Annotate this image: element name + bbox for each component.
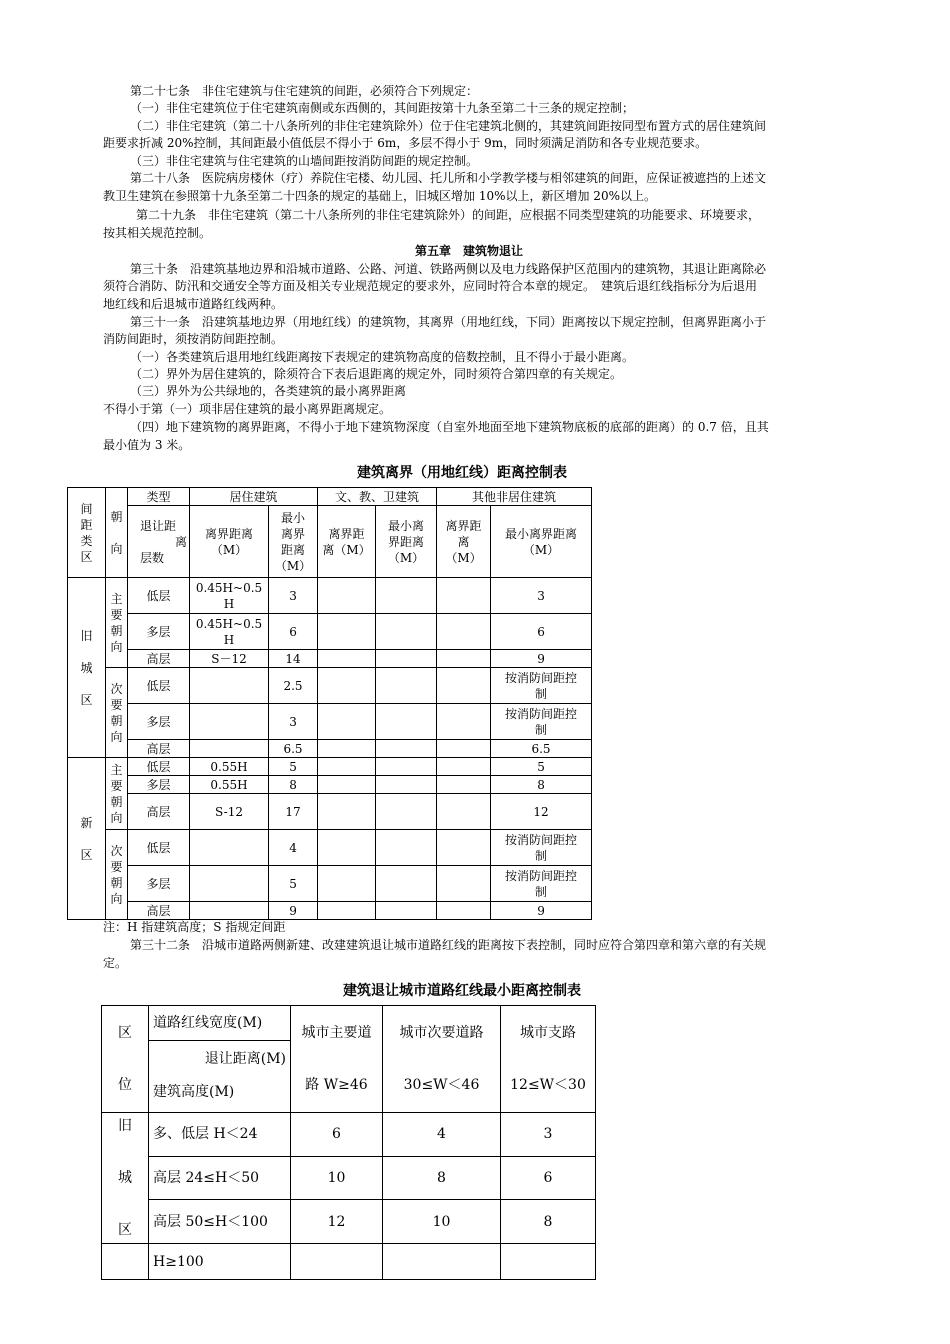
zone-old-city: 旧 城 区 (68, 578, 106, 758)
chapter-5-heading: 第五章 建筑物退让 (415, 244, 524, 258)
header-diagonal: 退让距 离 层数 (128, 506, 190, 578)
article-31-item-4-line2: 最小值为 3 米。 (103, 438, 191, 452)
header-cul-min: 最小离 界距离 （M） (376, 506, 437, 578)
article-27: 第二十七条 非住宅建筑与住宅建筑的间距，必须符合下列规定： (130, 84, 479, 98)
article-31-item-3: （三）界外为公共绿地的，各类建筑的最小离界距离 (130, 384, 407, 398)
orientation-main: 主 要 朝 向 (106, 758, 128, 830)
road-setback-table (101, 1005, 596, 1280)
table-row: 高层 S-12 17 12 (68, 794, 592, 830)
header-res-distance: 离界距离 （M） (190, 506, 269, 578)
article-28-line2: 教卫生建筑在参照第十九条至第二十四条的规定的基础上，旧城区增加 10%以上，新区增加 20%以上。 (103, 189, 656, 203)
table-row: 高层 S－12 14 9 (68, 650, 592, 668)
table-row: H≥100 (102, 1244, 596, 1280)
header-main-road: 城市主要道 路 W≥46 (291, 1006, 383, 1113)
table-row: 高层 6.5 6.5 (68, 740, 592, 758)
header-secondary-road: 城市次要道路 30≤W＜46 (383, 1006, 501, 1113)
article-32-line2: 定。 (103, 956, 128, 970)
orientation-main: 主 要 朝 向 (106, 578, 128, 668)
header-zone: 区 位 (102, 1006, 149, 1113)
table-row: 多层 0.55H 8 8 (68, 776, 592, 794)
table-row: 旧 城 区 主 要 朝 向 低层 0.45H~0.5 H 3 3 (68, 578, 592, 614)
article-28-line1: 第二十八条 医院病房楼休（疗）养院住宅楼、幼儿园、托儿所和小学教学楼与相邻建筑的间距，应保证被遮挡的上述文 (130, 171, 767, 185)
article-31-line2: 消防间距时，须按消防间距控制。 (103, 332, 284, 346)
zone-new-district: 新 区 (68, 758, 106, 920)
header-type: 类型 (128, 488, 190, 506)
orientation-secondary: 次 要 朝 向 (106, 830, 128, 920)
article-30-line3: 地红线和后退城市道路红线两种。 (103, 297, 284, 311)
header-oth-distance: 离界距 离 （M） (437, 506, 491, 578)
table-row: 多层 5 按消防间距控 制 (68, 866, 592, 902)
header-branch-road: 城市支路 12≤W＜30 (501, 1006, 596, 1113)
orientation-secondary: 次 要 朝 向 (106, 668, 128, 758)
header-res-min: 最小 离界 距离 （M） (269, 506, 318, 578)
table-row: 旧 城 区 多、低层 H＜24 6 4 3 (102, 1113, 596, 1157)
article-31-item-4-line1: （四）地下建筑物的离界距离，不得小于地下建筑物深度（自室外地面至地下建筑物底板的底部的距离）的 0.7 倍，且其 (130, 420, 769, 434)
header-cultural: 文、教、卫建筑 (318, 488, 437, 506)
table-row: 次 要 朝 向 低层 4 按消防间距控 制 (68, 830, 592, 866)
table-row: 高层 24≤H＜50 10 8 6 (102, 1156, 596, 1200)
zone-old-city: 旧 城 区 (102, 1113, 149, 1244)
table-row: 高层 9 9 (68, 902, 592, 920)
article-31-item-1: （一）各类建筑后退用地红线距离按下表规定的建筑物高度的倍数控制，且不得小于最小距离。 (130, 350, 635, 364)
table1-note: 注：H 指建筑高度；S 指规定间距 (103, 920, 286, 934)
article-30-line1: 第三十条 沿建筑基地边界和沿城市道路、公路、河道、铁路两侧以及电力线路保护区范围内的建筑物，其退让距离除必 (130, 262, 767, 276)
article-29-line2: 按其相关规范控制。 (103, 226, 212, 240)
article-29-line1: 第二十九条 非住宅建筑（第二十八条所列的非住宅建筑除外）的间距，应根据不同类型建筑的功能要求、环境要求， (136, 208, 761, 222)
table2-title: 建筑退让城市道路红线最小距离控制表 (343, 983, 581, 999)
table-row: 次 要 朝 向 低层 2.5 按消防间距控 制 (68, 668, 592, 704)
article-31-line1: 第三十一条 沿建筑基地边界（用地红线）的建筑物，其离界（用地红线，下同）距离按以下规定控制，但离界距离小于 (130, 315, 767, 329)
table-row: 多层 3 按消防间距控 制 (68, 704, 592, 740)
table-row: 多层 0.45H~0.5 H 6 6 (68, 614, 592, 650)
header-other: 其他非居住建筑 (437, 488, 592, 506)
header-orientation: 朝 向 (106, 488, 128, 578)
header-cul-distance: 离界距 离（M） (318, 506, 376, 578)
article-32-line1: 第三十二条 沿城市道路两侧新建、改建建筑退让城市道路红线的距离按下表控制，同时应符合第四章和第六章的有关规 (130, 938, 767, 952)
article-27-item-2-line1: （二）非住宅建筑（第二十八条所列的非住宅建筑除外）位于住宅建筑北侧的，其建筑间距按同型布置方式的居住建筑间 (130, 119, 767, 133)
header-residential: 居住建筑 (190, 488, 318, 506)
boundary-distance-table (67, 487, 592, 920)
article-27-item-3: （三）非住宅建筑与住宅建筑的山墙间距按消防间距的规定控制。 (130, 154, 479, 168)
article-31-item-2: （二）界外为居住建筑的，除须符合下表后退距离的规定外，同时须符合第四章的有关规定。 (130, 367, 623, 381)
table-row: 新 区 主 要 朝 向 低层 0.55H 5 5 (68, 758, 592, 776)
article-30-line2: 须符合消防、防汛和交通安全等方面及相关专业规范规定的要求外，应同时符合本章的规定。 建筑后退红线指标分为后退用 (103, 279, 758, 293)
article-27-item-2-line2: 距要求折减 20%控制，其间距最小值低层不得小于 6m，多层不得小于 9m，同时须满足消防和各专业规范要求。 (103, 136, 708, 150)
header-zone: 间 距 类 区 (68, 488, 106, 578)
article-27-item-1: （一）非住宅建筑位于住宅建筑南侧或东西侧的，其间距按第十九条至第二十三条的规定控制； (130, 101, 635, 115)
table1-title: 建筑离界（用地红线）距离控制表 (357, 465, 567, 481)
article-31-item-3-cont: 不得小于第（一）项非居住建筑的最小离界距离规定。 (103, 402, 392, 416)
header-diagonal: 道路红线宽度(M) 退让距离(M) 建筑高度(M) (149, 1006, 291, 1113)
header-oth-min: 最小离界距离 （M） (491, 506, 592, 578)
table-row: 高层 50≤H＜100 12 10 8 (102, 1200, 596, 1244)
